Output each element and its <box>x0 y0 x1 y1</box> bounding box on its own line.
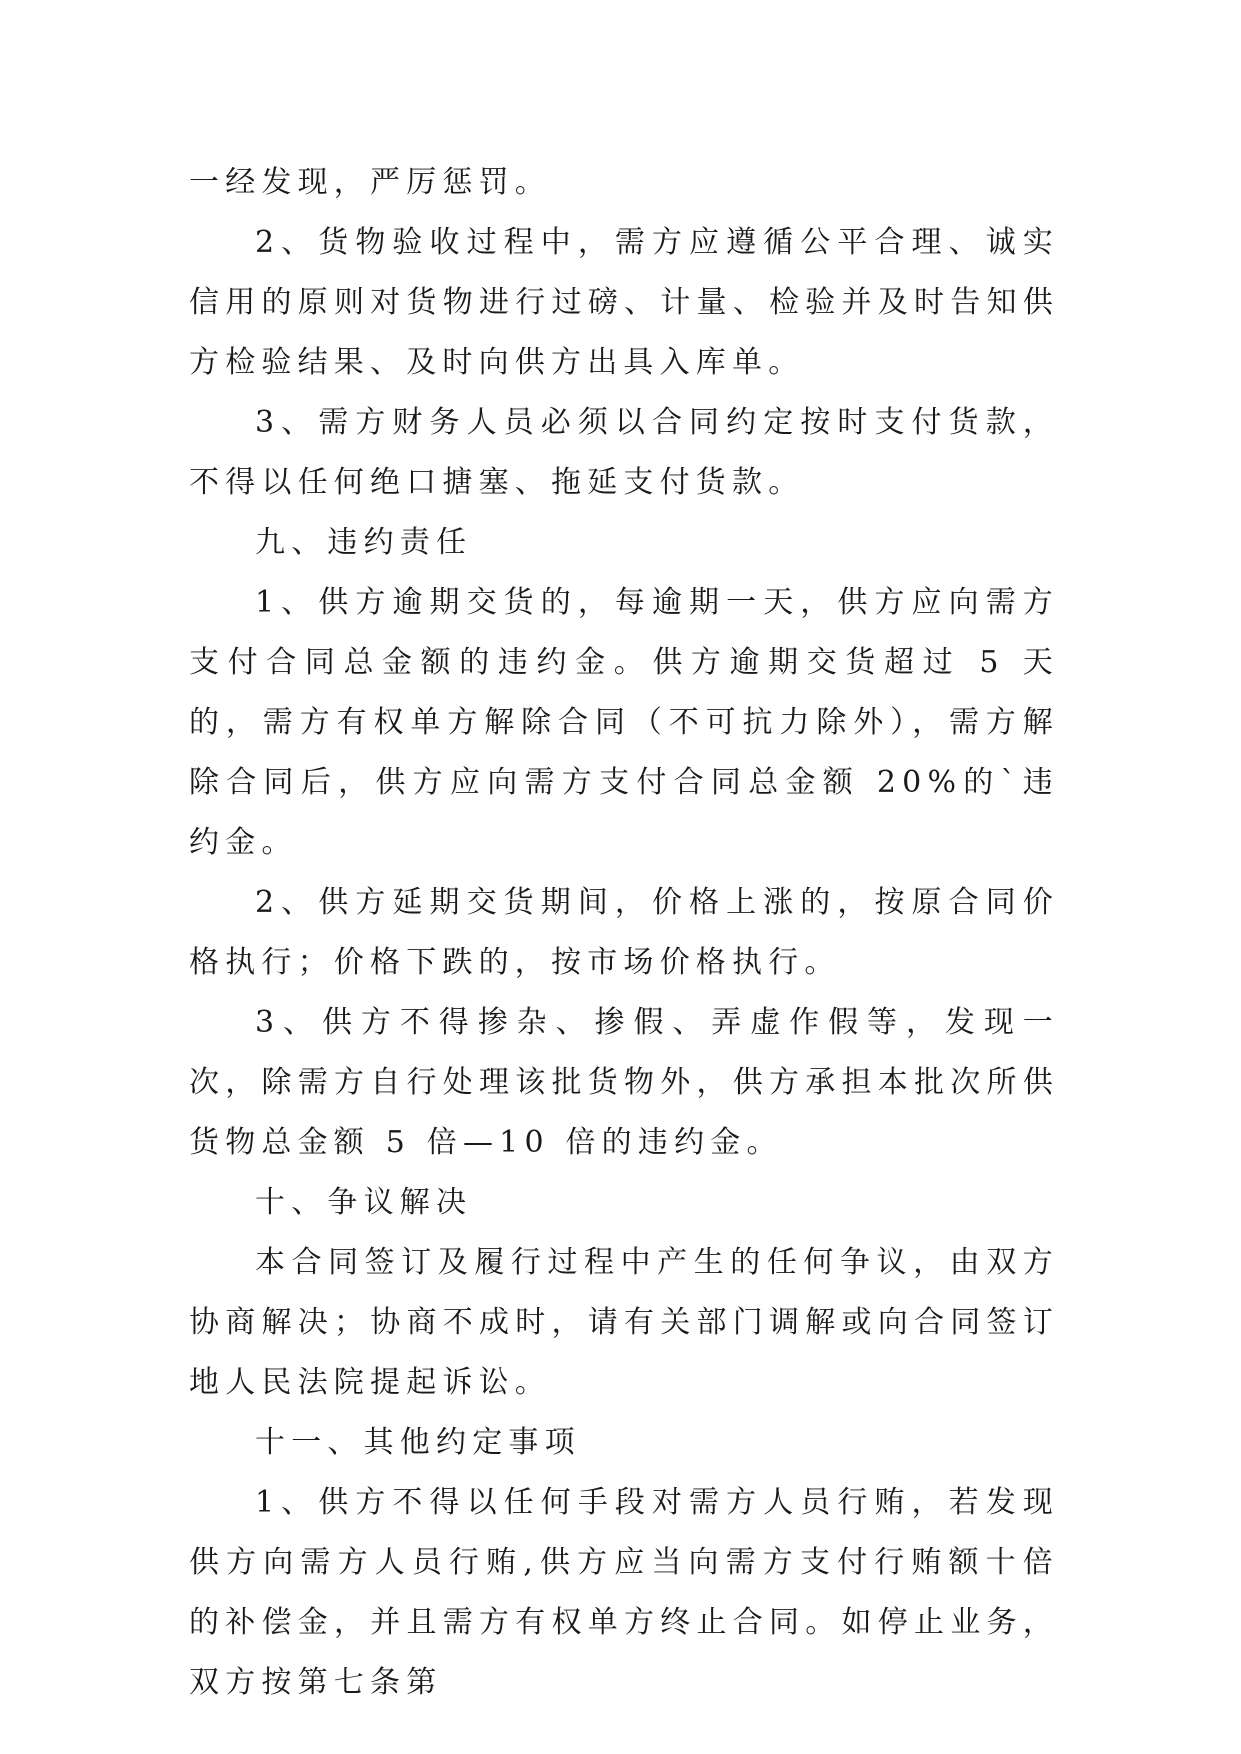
paragraph-late-delivery: 1、供方逾期交货的，每逾期一天，供方应向需方支付合同总金额的违约金。供方逾期交货超过 5 天的，需方有权单方解除合同（不可抗力除外），需方解除合同后，供方应向需方支付合同总金额 20%的`违约金。 <box>189 585 1059 860</box>
section-heading-other-terms: 十一、其他约定事项 <box>255 1425 581 1460</box>
paragraph-acceptance-clause: 2、货物验收过程中，需方应遵循公平合理、诚实信用的原则对货物进行过磅、计量、检验并及时告知供方检验结果、及时向供方出具入库单。 <box>189 225 1059 380</box>
paragraph-bribery-clause: 1、供方不得以任何手段对需方人员行贿，若发现供方向需方人员行贿,供方应当向需方支付行贿额十倍的补偿金，并且需方有权单方终止合同。如停止业务，双方按第七条第 <box>189 1485 1059 1700</box>
paragraph-delayed-delivery-price: 2、供方延期交货期间，价格上涨的，按原合同价格执行；价格下跌的，按市场价格执行。 <box>189 885 1059 980</box>
paragraph-dispute-resolution: 本合同签订及履行过程中产生的任何争议，由双方协商解决；协商不成时，请有关部门调解或向合同签订地人民法院提起诉讼。 <box>189 1245 1059 1400</box>
section-heading-breach-liability: 九、违约责任 <box>255 525 473 560</box>
paragraph-continuation: 一经发现，严厉惩罚。 <box>189 165 551 200</box>
paragraph-payment-clause: 3、需方财务人员必须以合同约定按时支付货款，不得以任何绝口搪塞、拖延支付货款。 <box>189 405 1059 500</box>
document-body <box>189 153 1059 1713</box>
section-heading-dispute-resolution: 十、争议解决 <box>255 1185 473 1220</box>
paragraph-adulteration: 3、供方不得掺杂、掺假、弄虚作假等，发现一次，除需方自行处理该批货物外，供方承担本批次所供货物总金额 5 倍—10 倍的违约金。 <box>189 1005 1059 1160</box>
